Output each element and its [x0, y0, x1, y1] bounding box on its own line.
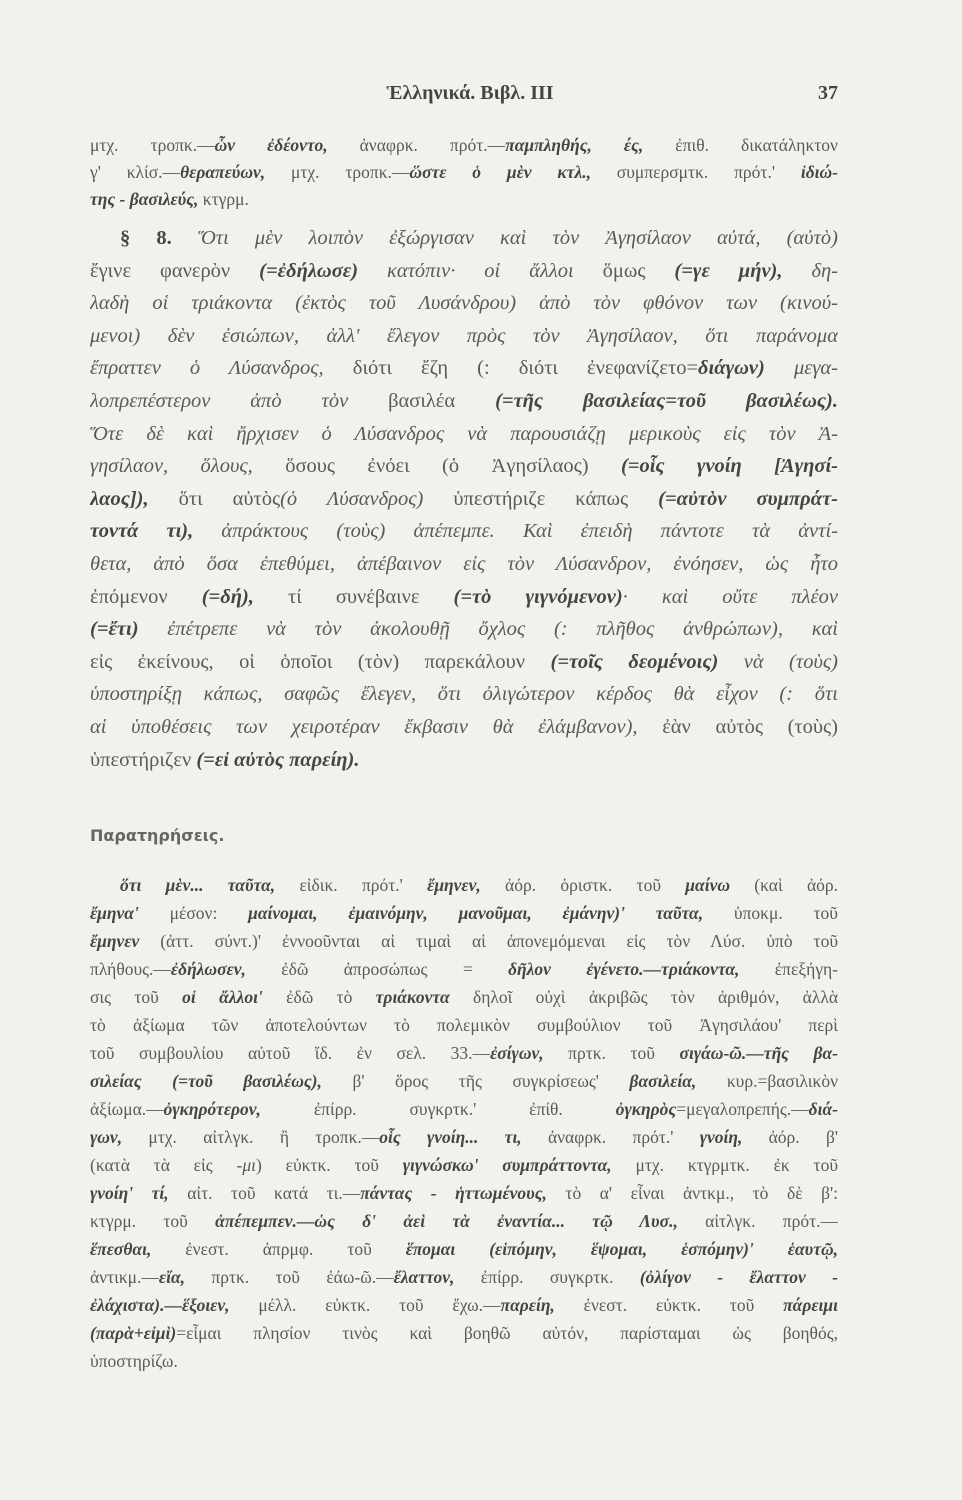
emphasized-text-run: ἐπέτρεπε νὰ τὸν ἀκολουθῇ ὄχλος (: πλῆθος ἀνθρώπων), καὶ [138, 618, 838, 641]
emphasized-text-run: ὀγκηρὸς [615, 1099, 677, 1119]
emphasized-text-run: (=δή), [201, 585, 254, 608]
text-run: ) εὐκτκ. τοῦ [255, 1155, 403, 1175]
text-run: μέλλ. εὐκτκ. τοῦ ἔχω.— [229, 1295, 501, 1315]
emphasized-text-run: (=εἰ αὐτὸς παρείη). [196, 748, 360, 771]
emphasized-text-run: νὰ (τοὺς) [718, 650, 838, 673]
main-text-line [90, 515, 838, 547]
emphasized-text-run: ὥστε ὁ μὲν κτλ., [409, 162, 591, 182]
note-text-line [90, 1208, 838, 1235]
emphasized-text-run: θεραπεύων, [180, 162, 266, 182]
main-text-line [120, 222, 838, 254]
main-text-line [90, 744, 838, 776]
text-run: συμπερσμτκ. πρότ.' [590, 162, 801, 182]
text-run: (κατὰ τὰ εἰς - [90, 1155, 243, 1175]
emphasized-text-run: λαδὴ οἱ τριάκοντα (ἐκτὸς τοῦ Λυσάνδρου) ἀπὸ τὸν φθόνον των (κινού- [90, 292, 838, 315]
top-text-line [90, 186, 838, 212]
note-text-line [90, 1096, 838, 1123]
text-run: κτγρμ. τοῦ [90, 1211, 216, 1231]
text-run: ἐπίρρ. συγκρτκ.' ἐπίθ. [260, 1099, 616, 1119]
text-run: τί συνέβαινε [253, 585, 454, 608]
main-text-line [90, 581, 838, 613]
emphasized-text-run: Ὅτι μὲν λοιπὸν ἐξώργισαν καὶ τὸν Ἀγησίλαον αὐτά, (αὐτὸ) [197, 227, 838, 249]
emphasized-text-run: ἔμηνεν [90, 931, 140, 951]
note-text-line [90, 928, 838, 955]
note-text-line [90, 1068, 838, 1095]
text-run: κυρ.=βασιλικὸν [696, 1071, 838, 1091]
main-text-line [90, 287, 838, 319]
note-text-line [90, 1236, 838, 1263]
text-run: ἐνεστ. ἀπρμφ. τοῦ [151, 1239, 406, 1259]
text-run: ἀόρ. ὁριστκ. τοῦ [480, 875, 686, 895]
text-run: ἀντικμ.— [90, 1267, 159, 1287]
emphasized-text-run: ἔμηνεν, [427, 875, 481, 895]
emphasized-text-run: μεγα- [764, 357, 838, 380]
text-run: μτχ. κτγρμτκ. ἐκ τοῦ [611, 1155, 838, 1175]
main-text-line [90, 418, 838, 450]
emphasized-text-run: εἴα, [158, 1267, 186, 1287]
emphasized-text-run: γιγνώσκω' συμπράττοντα, [402, 1155, 612, 1175]
emphasized-text-run: ἐλάχιστα).—ἕξοιεν, [90, 1295, 230, 1315]
top-text-line [90, 132, 838, 158]
text-run: δηλοῖ οὐχὶ ἀκριβῶς τὸν ἀριθμόν, ἀλλὰ [449, 987, 838, 1007]
text-run: μτχ. τροπκ.— [90, 135, 215, 155]
text-run: μέσον: [138, 903, 249, 923]
emphasized-text-run: παρείη, [500, 1295, 555, 1315]
main-text-line [90, 613, 838, 645]
emphasized-text-run: ἀπράκτους (τοὺς) ἀπέπεμπε. Καὶ ἐπειδὴ πάντοτε τὰ ἀντί- [193, 520, 838, 543]
emphasized-text-run: Ὅτε δὲ καὶ ἤρχισεν ὁ Λύσανδρος νὰ παρουσιάζῃ μερικοὺς εἰς τὸν Ἀ- [90, 422, 838, 445]
emphasized-text-run: πάντας - ἡττωμένους, [360, 1183, 547, 1203]
emphasized-text-run: ἔπραττεν ὁ Λύσανδρος, [90, 357, 353, 380]
emphasized-text-run: θετα, ἀπὸ ὅσα ἐπεθύμει, ἀπέβαινον εἰς τὸν Λύσανδρον, ἐνόησεν, ὡς ἦτο [90, 553, 838, 575]
emphasized-text-run: ἰδιώ- [800, 162, 838, 182]
running-title: Ἑλληνικά. Βιβλ. III [386, 82, 554, 104]
text-run: πρτκ. τοῦ [543, 1043, 680, 1063]
text-run: αἰτ. τοῦ κατά τι.— [168, 1183, 361, 1203]
emphasized-text-run: ὀγκηρότερον, [163, 1099, 261, 1119]
emphasized-text-run: ἔλαττον, [393, 1267, 455, 1287]
text-run: ὑπεστήριζεν [90, 748, 197, 771]
main-text-line [90, 320, 838, 352]
text-run: εἰδικ. πρότ.' [275, 875, 428, 895]
emphasized-text-run: ἐσίγων, [490, 1043, 544, 1063]
main-text-line [90, 646, 838, 678]
emphasized-text-run: ὧν ἐδέοντο, [214, 135, 328, 155]
note-text-line [90, 984, 838, 1011]
note-text-line [90, 1292, 838, 1319]
emphasized-text-run: διά- [808, 1099, 838, 1119]
note-text-line [90, 1348, 838, 1375]
note-text-line [90, 1152, 838, 1179]
emphasized-text-run: κατόπιν· οἱ ἄλλοι [358, 259, 603, 282]
emphasized-text-run: τριάκοντα [375, 987, 450, 1007]
main-text-line [90, 711, 838, 743]
emphasized-text-run: ὑποστηρίξῃ κάπως, σαφῶς ἔλεγεν, ὅτι ὀλιγώτερον κέρδος θὰ εἶχον (: ὅτι [90, 683, 838, 706]
emphasized-text-run: § 8. [120, 227, 198, 249]
emphasized-text-run: ἔμηνα' [90, 903, 139, 923]
text-run: (καὶ ἀόρ. [730, 875, 838, 895]
emphasized-text-run: διάγων) [698, 357, 765, 380]
text-run: αἰτλγκ. πρότ.— [677, 1211, 838, 1231]
text-run: τὸ α' εἶναι ἀντκμ., τὸ δὲ β': [546, 1183, 838, 1203]
text-run: ἐπεξήγη- [739, 959, 838, 979]
emphasized-text-run: ἐδήλωσεν, [170, 959, 246, 979]
text-run: ἀναφρκ. πρότ.— [327, 135, 506, 155]
emphasized-text-run: (=γε μήν), [674, 259, 783, 282]
text-run: πρτκ. τοῦ ἐάω-ῶ.— [185, 1267, 394, 1287]
text-run: ἐὰν αὐτὸς (τοὺς) [662, 716, 838, 738]
text-run: ἐδῶ τὸ [262, 987, 376, 1007]
note-text-line [90, 1040, 838, 1067]
emphasized-text-run: σιγάω-ῶ.—τῆς βα- [679, 1043, 838, 1063]
note-text-line [120, 872, 838, 899]
text-run: ὑποστηρίζω. [90, 1351, 178, 1371]
text-run: ἐπίρρ. συγκρτκ. [454, 1267, 640, 1287]
text-run: =εἶμαι πλησίον τινὸς καὶ βοηθῶ αὐτόν, παρίσταμαι ὡς βοηθός, [176, 1323, 838, 1343]
emphasized-text-run: ἕπομαι (εἱπόμην, ἕψομαι, ἑσπόμην)' ἑαυτῷ, [405, 1239, 838, 1259]
top-text-line [90, 159, 838, 185]
text-run: ἐνεστ. εὐκτκ. τοῦ [554, 1295, 784, 1315]
text-run: κτγρμ. [198, 189, 249, 209]
emphasized-text-run: ἀπέπεμπεν.—ὡς δ' ἀεὶ τὰ ἐναντία... τῷ Λυσ., [215, 1211, 678, 1231]
text-run: ἀναφρκ. πρότ.' [521, 1127, 700, 1147]
text-run: βασιλέα [388, 390, 496, 412]
main-text-line [90, 385, 838, 417]
text-run: ἐπιθ. δικατάληκτον [643, 135, 838, 155]
emphasized-text-run: γησίλαον, ὅλους, [90, 455, 286, 478]
main-text-line [90, 352, 838, 384]
text-run: πλήθους.— [90, 959, 171, 979]
note-text-line [90, 900, 838, 927]
note-text-line [90, 1264, 838, 1291]
emphasized-text-run: (ὀλίγον - ἔλαττον - [639, 1267, 838, 1287]
note-text-line [90, 1180, 838, 1207]
emphasized-text-run: δῆλον ἐγένετο.—τριάκοντα, [508, 959, 740, 979]
text-run: ὑπεστήριζε κάπως [423, 487, 659, 510]
text-run: ὅμως [602, 259, 675, 282]
emphasized-text-run: βασιλεία, [629, 1071, 697, 1091]
emphasized-text-run: (=τῆς βασιλείας=τοῦ βασιλέως). [495, 390, 838, 412]
emphasized-text-run: (=τοῖς δεομένοις) [550, 650, 719, 673]
emphasized-text-run: οἷς γνοίη... τι, [379, 1127, 522, 1147]
note-text-line [90, 956, 838, 983]
emphasized-text-run: γνοίη' τί, [90, 1183, 169, 1203]
emphasized-text-run: μαίνομαι, ἐμαινόμην, μανοῦμαι, ἐμάνην)' ταῦτα, [248, 903, 704, 923]
emphasized-text-run: λοπρεπέστερον ἀπὸ τὸν [90, 390, 389, 412]
emphasized-text-run: γνοίη, [699, 1127, 743, 1147]
note-text-line [90, 1320, 838, 1347]
text-run: ὅσους ἐνόει (ὁ Ἀγησίλαος) [285, 455, 621, 478]
emphasized-text-run: (=τὸ γιγνόμενον) [453, 585, 623, 608]
text-run: γ' κλίσ.— [90, 162, 181, 182]
text-run: εἰς ἐκείνους, οἱ ὁποῖοι (τὸν) παρεκάλουν [90, 650, 551, 673]
text-run: =μεγαλοπρεπής.— [676, 1099, 809, 1119]
text-run: διότι ἔζη (: διότι ἐνεφανίζετο= [352, 357, 699, 380]
emphasized-text-run: σιλείας (=τοῦ βασιλέως), [90, 1071, 322, 1091]
emphasized-text-run: ἕπεσθαι, [90, 1239, 152, 1259]
emphasized-text-run: μι [242, 1155, 256, 1175]
text-run: β' ὅρος τῆς συγκρίσεως' [321, 1071, 630, 1091]
main-text-line [90, 678, 838, 710]
emphasized-text-run: ὅτι μὲν... ταῦτα, [120, 875, 276, 895]
text-run: τοῦ συμβουλίου αὐτοῦ ἴδ. ἐν σελ. 33.— [90, 1043, 491, 1063]
page-number: 37 [818, 82, 838, 104]
text-run: ὑποκμ. τοῦ [703, 903, 838, 923]
emphasized-text-run: (=ἔτι) [90, 618, 139, 641]
text-run: μτχ. αἰτλγκ. ἢ τροπκ.— [122, 1127, 380, 1147]
text-run: (ἀττ. σύντ.)' ἐννοοῦνται αἱ τιμαὶ αἱ ἀπονεμόμεναι εἰς τὸν Λύσ. ὑπὸ τοῦ [139, 931, 838, 951]
emphasized-text-run: (=οἷς γνοίη [Ἀγησί- [620, 455, 838, 478]
emphasized-text-run: (παρὰ+εἰμὶ) [90, 1323, 177, 1343]
emphasized-text-run: μενοι) δὲν ἐσιώπων, ἀλλ' ἔλεγον πρὸς τὸν Ἀγησίλαον, ὅτι παράνομα [90, 324, 838, 347]
emphasized-text-run: (ὁ Λύσανδρος) [280, 487, 424, 510]
emphasized-text-run: παμπληθής, ές, [505, 135, 644, 155]
emphasized-text-run: δη- [782, 259, 838, 282]
emphasized-text-run: μαίνω [685, 875, 730, 895]
note-text-line [90, 1012, 838, 1039]
notes-heading: Παρατηρήσεις. [90, 826, 225, 845]
emphasized-text-run: λαος]), [90, 487, 149, 510]
emphasized-text-run: (=ἐδήλωσε) [259, 259, 359, 282]
main-text-line [90, 255, 838, 287]
emphasized-text-run: τοντά τι), [90, 520, 194, 543]
text-run: τὸ ἀξίωμα τῶν ἀποτελούντων τὸ πολεμικὸν συμβούλιον τοῦ Ἀγησιλάου' περὶ [90, 1015, 838, 1035]
emphasized-text-run: γων, [90, 1127, 123, 1147]
text-run: μτχ. τροπκ.— [265, 162, 410, 182]
note-text-line [90, 1124, 838, 1151]
emphasized-text-run: οἱ ἄλλοι' [182, 987, 263, 1007]
main-text-line [90, 450, 838, 482]
text-run: ὅτι αὐτὸς [148, 487, 281, 510]
emphasized-text-run: πάρειμι [783, 1295, 838, 1315]
text-run: ἐπόμενον [90, 585, 202, 608]
emphasized-text-run: · καὶ οὔτε πλέον [622, 585, 838, 608]
text-run: ἀξίωμα.— [90, 1099, 164, 1119]
text-run: ἔγινε φανερὸν [90, 259, 260, 282]
main-text-line [90, 548, 838, 580]
emphasized-text-run: αἱ ὑποθέσεις των χειροτέραν ἔκβασιν θὰ ἐλάμβανον), [90, 716, 663, 738]
emphasized-text-run: της - βασιλεύς, [90, 189, 199, 209]
main-text-line [90, 483, 838, 515]
emphasized-text-run: (=αὐτὸν συμπράτ- [658, 487, 838, 510]
text-run: ἀόρ. β' [742, 1127, 838, 1147]
text-run: σις τοῦ [90, 987, 183, 1007]
text-run: ἐδῶ ἀπροσώπως = [245, 959, 509, 979]
